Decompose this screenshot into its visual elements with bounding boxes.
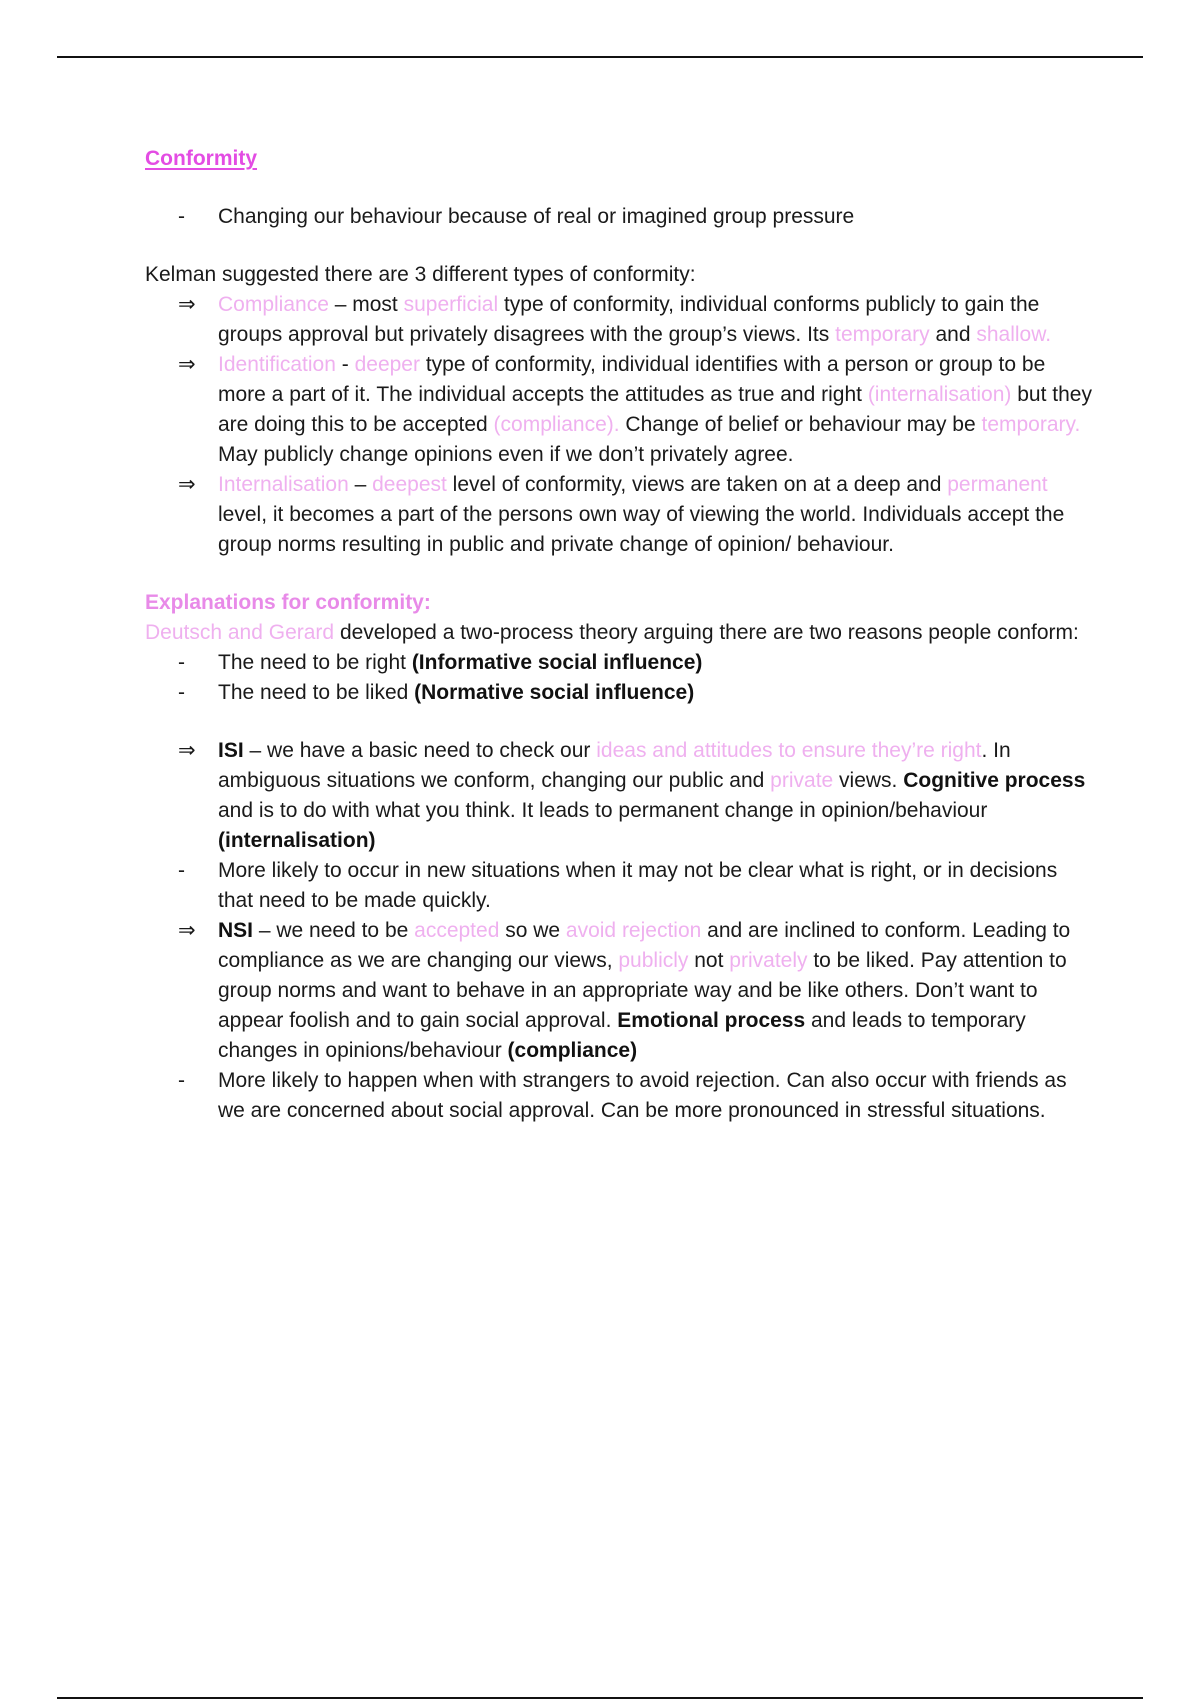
arrow-icon: ⇒ [178, 739, 196, 762]
page-title: Conformity [145, 147, 257, 170]
dash-marker: - [178, 859, 185, 882]
arrow-icon: ⇒ [178, 293, 196, 316]
bottom-rule [57, 1697, 1143, 1699]
definition-text: Changing our behaviour because of real or imagined group pressure [218, 205, 855, 228]
nsi-item: ⇒ NSI – we need to be accepted so we avoid rejection and are inclined to conform. Leading to compliance as we are changing our views, publicly not privately to be liked. Pay attention to group norms and want to behave in an appropriate way and be like others. Don’t want to appear foolish and to gain social approval. Emotional process and leads to temporary changes in opinions/behaviour (compliance) [145, 916, 1095, 1066]
need-item: - The need to be right (Informative social influence) [145, 648, 1095, 678]
document-body [145, 144, 1095, 1126]
identification-term: Identification [218, 353, 336, 376]
top-rule [57, 56, 1143, 58]
deutsch-gerard-name: Deutsch and Gerard [145, 621, 335, 644]
isi-item: ⇒ ISI – we have a basic need to check our ideas and attitudes to ensure they’re right. In ambiguous situations we conform, changing our public and private views. Cognitive process and is to do with what you think. It leads to permanent change in opinion/behaviour (internalisation) [145, 736, 1095, 856]
dash-marker: - [178, 681, 185, 704]
arrow-icon: ⇒ [178, 919, 196, 942]
nsi-note: - More likely to happen when with strangers to avoid rejection. Can also occur with friends as we are concerned about social approval. Can be more pronounced in stressful situations. [145, 1066, 1095, 1126]
compliance-term: Compliance [218, 293, 329, 316]
internalisation-term: Internalisation [218, 473, 349, 496]
compliance-item: ⇒ Compliance – most superficial type of conformity, individual conforms publicly to gain the groups approval but privately disagrees with the group’s views. Its temporary and shallow. [145, 290, 1095, 350]
deutsch-gerard-para: Deutsch and Gerard developed a two-process theory arguing there are two reasons people conform: [145, 621, 1079, 644]
dash-marker: - [178, 1069, 185, 1092]
nsi-term: NSI [218, 919, 254, 942]
isi-term: ISI [218, 739, 244, 762]
isi-note: - More likely to occur in new situations when it may not be clear what is right, or in decisions that need to be made quickly. [145, 856, 1095, 916]
explanations-heading: Explanations for conformity: [145, 591, 431, 614]
arrow-icon: ⇒ [178, 473, 196, 496]
definition-bullet [145, 202, 1095, 232]
dash-marker: - [178, 205, 185, 228]
need-item: - The need to be liked (Normative social influence) [145, 678, 1095, 708]
identification-item: ⇒ Identification - deeper type of conformity, individual identifies with a person or group to be more a part of it. The individual accepts the attitudes as true and right (internalisation) but they are doing this to be accepted (compliance). Change of belief or behaviour may be temporary. May publicly change opinions even if we don’t privately agree. [145, 350, 1095, 470]
kelman-intro: Kelman suggested there are 3 different types of conformity: [145, 263, 696, 286]
internalisation-item: ⇒ Internalisation – deepest level of conformity, views are taken on at a deep and permanent level, it becomes a part of the persons own way of viewing the world. Individuals accept the group norms resulting in public and private change of opinion/ behaviour. [145, 470, 1095, 560]
dash-marker: - [178, 651, 185, 674]
arrow-icon: ⇒ [178, 353, 196, 376]
